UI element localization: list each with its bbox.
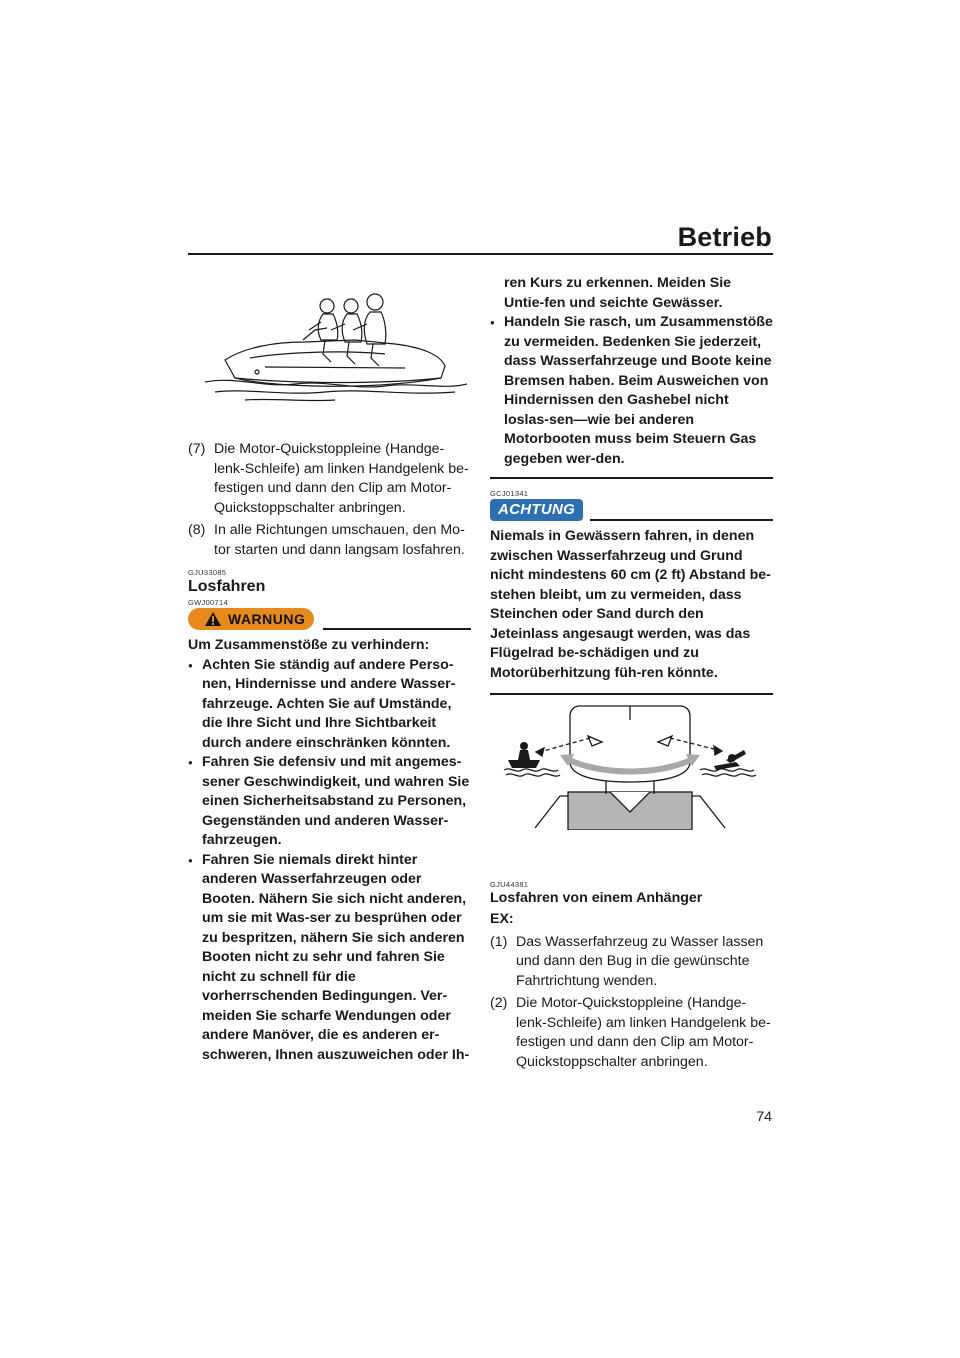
page-number: 74	[756, 1108, 772, 1124]
step-2: (2) Die Motor-Quickstoppleine (Handge-lenk-Schleife) am linken Handgelenk be-festigen und dann den Clip am Motor-Quickstoppschalter anbringen.	[490, 995, 771, 1070]
warning-triangle-icon	[204, 611, 222, 627]
caution-header	[490, 499, 773, 523]
warning-badge: WARNUNG	[188, 608, 314, 630]
section-code: GJU33085	[188, 568, 227, 577]
warning-rule	[323, 628, 471, 630]
step-1: (1) Das Wasserfahrzeug zu Wasser lassen und dann den Bug in die gewünschte Fahrtrichtung wenden.	[490, 933, 764, 989]
caution-rule	[590, 519, 773, 521]
step-7: (7) Die Motor-Quickstoppleine (Handge-lenk-Schleife) am linken Handgelenk be-festigen und dann den Clip am Motor-Quickstoppschalter anbringen.	[188, 441, 469, 516]
warning-bullet-1: ● Achten Sie ständig auf andere Perso-nen, Hindernisse und andere Wasser-fahrzeuge. Achten Sie auf Umstände, die Ihre Sicht und Ihre Sichtbarkeit durch andere einschränken könnten.	[188, 656, 471, 754]
caution-badge: ACHTUNG	[490, 499, 583, 521]
section-title: Losfahren	[188, 578, 266, 595]
caution-text: Niemals in Gewässern fahren, in denen zwischen Wasserfahrzeug und Grund nicht mindestens 60 cm (2 ft) Abstand be-stehen bleibt, um zu vermeiden, dass Steinchen oder Sand durch den Jeteinlass angesaugt werden, was das Flügelrad be-schädigen und zu Motorüberhitzung füh-ren könnte.	[490, 528, 771, 681]
look-around-illustration	[500, 700, 762, 830]
warning-bullet-3: ● Fahren Sie niemals direkt hinter anderen Wasserfahrzeugen oder Booten. Nähern Sie sich nicht anderen, um sie mit Was-ser zu besprühen oder zu bespritzen, nähern Sie sich anderen Booten nicht zu sehr und fahren Sie nicht zu schnell für die vorherrschenden Bedingungen. Ver-meiden Sie scharfe Wendungen oder andere Manöver, die es anderen er-schweren, Ihnen auszuweichen oder Ih-	[188, 851, 471, 1066]
warning-code: GWJ00714	[188, 598, 228, 607]
warning-intro: Um Zusammenstöße zu verhindern:	[188, 637, 430, 653]
warning-end-rule	[490, 477, 773, 479]
warning-header	[188, 608, 471, 632]
subsection-code: GJU44381	[490, 880, 529, 889]
warning-bullet-4: ● Handeln Sie rasch, um Zusammenstöße zu vermeiden. Bedenken Sie jederzeit, dass Wasserfahrzeuge und Boote keine Bremsen haben. Beim Ausweichen von Hindernissen den Gashebel nicht loslas-sen—wie bei anderen Motorbooten muss beim Steuern Gas gegeben wer-den.	[490, 313, 773, 469]
warning-bullet-continuation: ren Kurs zu erkennen. Meiden Sie Untie-fen und seichte Gewässer.	[504, 275, 732, 311]
page-title: Betrieb	[677, 222, 772, 252]
ex-label: EX:	[490, 911, 514, 927]
step-8: (8) In alle Richtungen umschauen, den Mo-tor starten und dann langsam losfahren.	[188, 522, 465, 558]
warning-bullet-2: ● Fahren Sie defensiv und mit angemes-sener Geschwindigkeit, und wahren Sie einen Sicherheitsabstand zu Personen, Gegenständen und anderen Wasser-fahrzeugen.	[188, 753, 471, 851]
caution-end-rule	[490, 693, 773, 695]
subsection-title: Losfahren von einem Anhänger	[490, 890, 703, 906]
watercraft-riders-illustration	[205, 292, 467, 412]
caution-code: GCJ01341	[490, 489, 529, 498]
header-rule	[188, 253, 773, 255]
